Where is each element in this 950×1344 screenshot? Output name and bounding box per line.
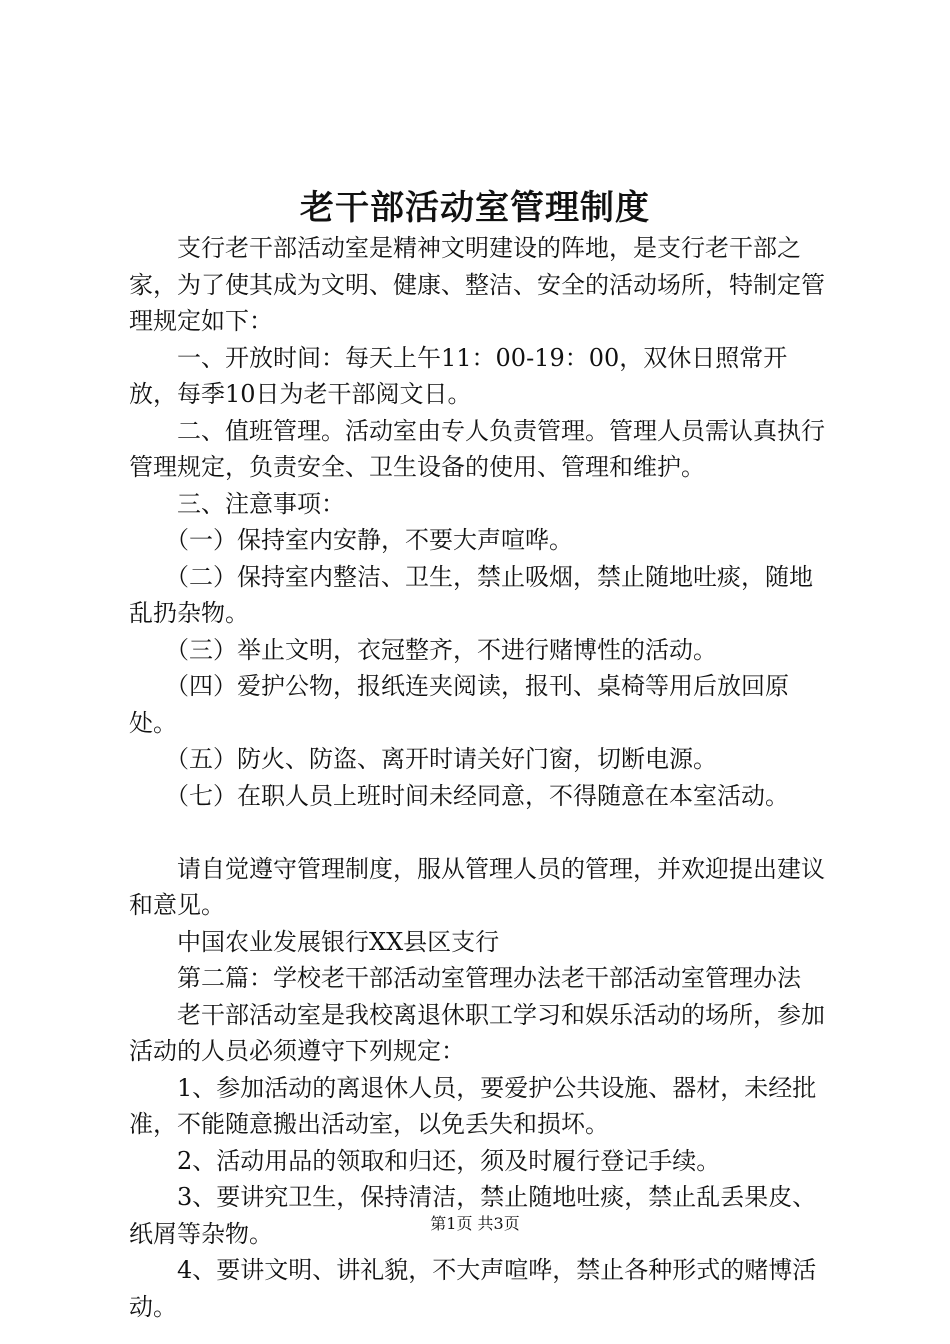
paragraph-rule-3: 3、要讲究卫生，保持清洁，禁止随地吐痰，禁止乱丢果皮、纸屑等杂物。	[129, 1183, 817, 1248]
paragraph-opening-hours: 一、开放时间：每天上午11：00-19：00，双休日照常开放，每季10日为老干部阅文日。	[129, 343, 788, 408]
document-title: 老干部活动室管理制度	[300, 188, 650, 228]
paragraph-rule-4: 4、要讲文明、讲礼貌，不大声喧哗，禁止各种形式的赌博活动。	[129, 1256, 817, 1321]
paragraph-rule-1: 1、参加活动的离退休人员，要爱护公共设施、器材，未经批准，不能随意搬出活动室，以免丢失和损坏。	[129, 1073, 817, 1138]
paragraph-notice-1: （一）保持室内安静，不要大声喧哗。	[129, 526, 573, 554]
paragraph-signature: 中国农业发展银行XX县区支行	[129, 927, 500, 956]
paragraph-duty-management: 二、值班管理。活动室由专人负责管理。管理人员需认真执行管理规定，负责安全、卫生设备的使用、管理和维护。	[129, 416, 825, 481]
paragraph-compliance: 请自觉遵守管理制度，服从管理人员的管理，并欢迎提出建议和意见。	[129, 854, 825, 919]
paragraph-notice-4: （四）爱护公物，报纸连夹阅读，报刊、桌椅等用后放回原处。	[129, 672, 789, 737]
blank-line	[129, 814, 831, 851]
paragraph-notice-5: （五）防火、防盗、离开时请关好门窗，切断电源。	[129, 745, 717, 773]
paragraph-part-two-intro: 老干部活动室是我校离退休职工学习和娱乐活动的场所，参加活动的人员必须遵守下列规定：	[129, 1000, 825, 1065]
page-footer: 第1页 共3页	[430, 1214, 520, 1233]
paragraph-rule-2: 2、活动用品的领取和归还，须及时履行登记手续。	[129, 1146, 721, 1175]
paragraph-intro: 支行老干部活动室是精神文明建设的阵地，是支行老干部之家，为了使其成为文明、健康、整洁、安全的活动场所，特制定管理规定如下：	[129, 234, 825, 335]
paragraph-notice-2: （二）保持室内整洁、卫生，禁止吸烟，禁止随地吐痰，随地乱扔杂物。	[129, 562, 813, 627]
paragraph-notice-3: （三）举止文明，衣冠整齐，不进行赌博性的活动。	[129, 635, 717, 664]
paragraph-notice-heading: 三、注意事项：	[129, 489, 345, 518]
paragraph-notice-7: （七）在职人员上班时间未经同意，不得随意在本室活动。	[129, 781, 789, 810]
document-body	[129, 230, 831, 1325]
paragraph-part-two-heading: 第二篇：学校老干部活动室管理办法老干部活动室管理办法	[129, 964, 801, 992]
